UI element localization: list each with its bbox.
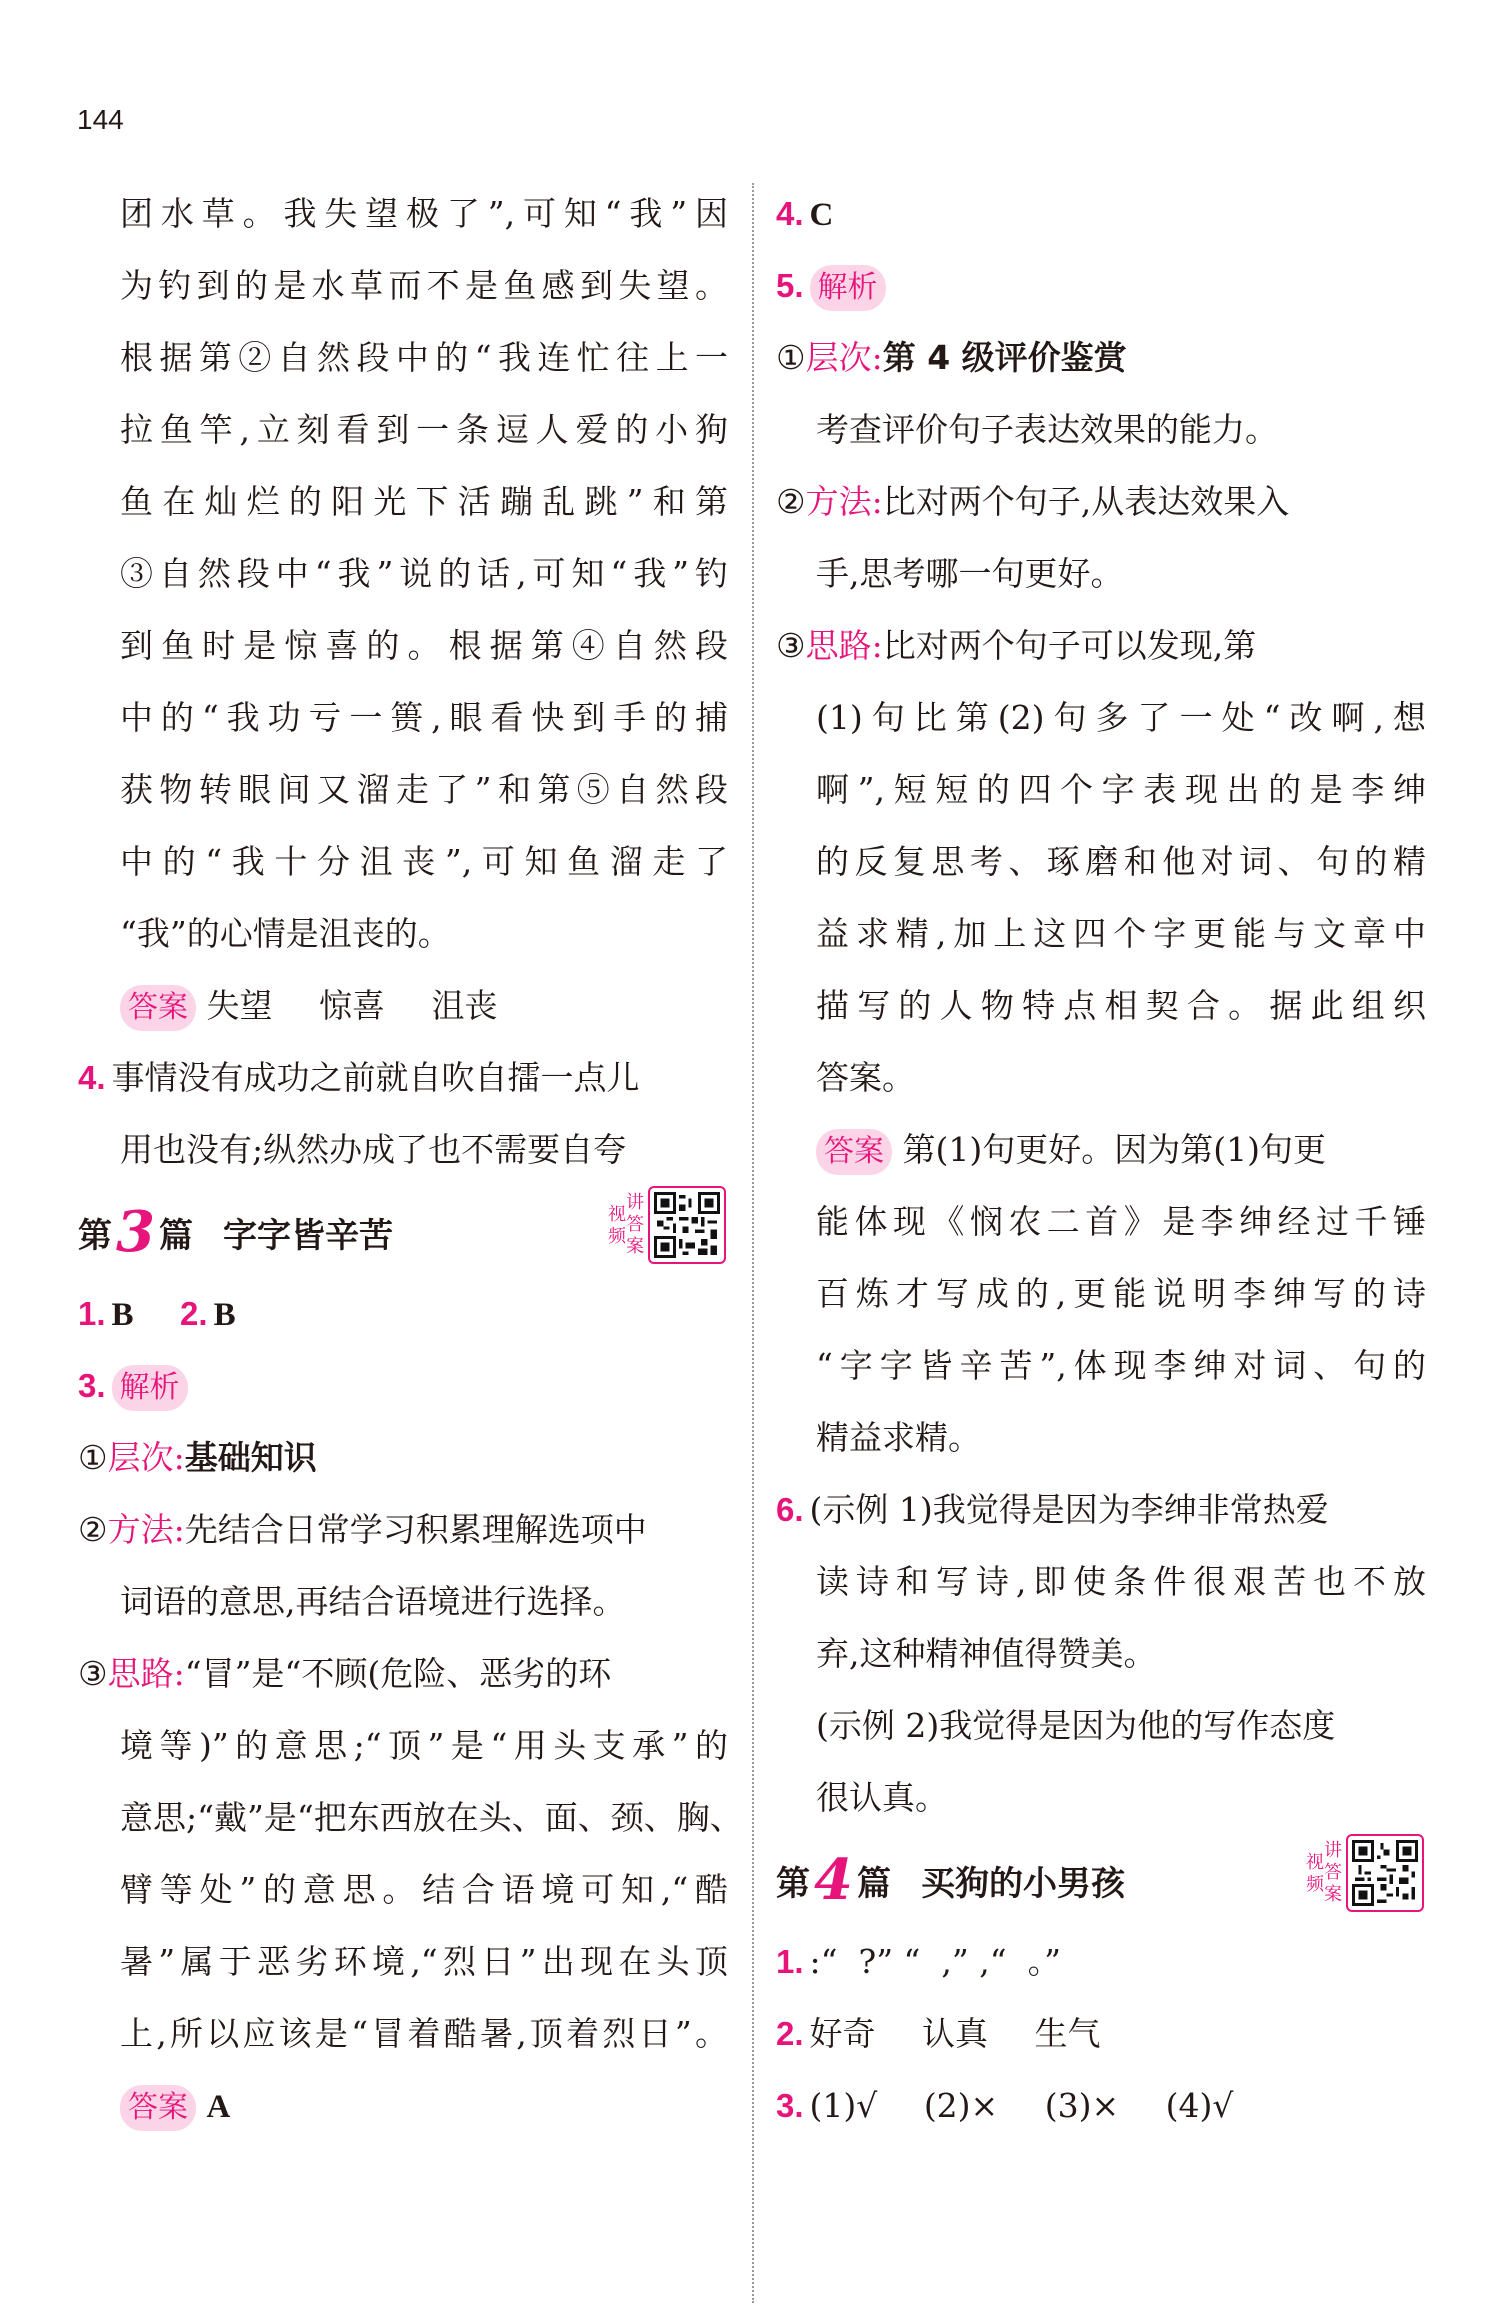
circled-number: ②	[776, 482, 806, 521]
question-number: 1.	[776, 1943, 804, 1980]
analysis-badge: 解析	[112, 1365, 188, 1411]
answer-line	[776, 1114, 1426, 1186]
section-title: 买狗的小男孩	[920, 1863, 1125, 1904]
left-column	[78, 178, 743, 2142]
level-line	[78, 1422, 728, 1494]
qr-caption	[1306, 1840, 1342, 1906]
text-line: 比对两个句子可以发现,第	[882, 626, 1257, 665]
text-line: 百炼才写成的,更能说明李绅写的诗	[816, 1274, 1426, 1313]
text-line: 获物转眼间又溜走了”和第⑤自然段	[120, 770, 728, 809]
answer-text: B	[111, 1297, 134, 1333]
qr-caption-char: 案	[1324, 1884, 1342, 1905]
question-number: 4.	[78, 1059, 106, 1096]
circled-number: ①	[776, 338, 806, 377]
answer-badge: 答案	[120, 2085, 196, 2131]
qr-caption	[608, 1192, 644, 1258]
answer-badge: 答案	[120, 985, 196, 1031]
answer-text: A	[206, 2089, 231, 2125]
text-line: 鱼在灿烂的阳光下活蹦乱跳”和第	[120, 482, 728, 521]
text-line: 弃,这种精神值得赞美。	[816, 1634, 1157, 1673]
text-line: 很认真。	[816, 1778, 948, 1817]
qr-caption-char: 讲	[1324, 1840, 1342, 1861]
text-line: “我”的心情是沮丧的。	[120, 914, 451, 953]
answer-text: B	[213, 1297, 236, 1333]
reasoning-label: 思路:	[107, 1654, 185, 1693]
question-number: 3.	[776, 2087, 804, 2124]
level-text: 基础知识	[184, 1438, 317, 1477]
text-line: 臂等处”的意思。结合语境可知,“酷	[120, 1870, 728, 1909]
page-number: 144	[77, 104, 124, 135]
qr-caption-char: 视	[608, 1204, 626, 1225]
section-label: 第	[78, 1215, 112, 1256]
video-qr-block[interactable]	[608, 1186, 726, 1264]
text-line: 的反复思考、琢磨和他对词、句的精	[816, 842, 1426, 881]
circled-number: ③	[78, 1654, 108, 1693]
text-line: 手,思考哪一句更好。	[816, 554, 1124, 593]
qr-caption-char: 频	[1306, 1874, 1324, 1895]
answer-text: :“ ?” “ ,” ,“ 。”	[809, 1942, 1061, 1981]
answer-text: (2)×	[923, 2086, 999, 2125]
answer-text: 生气	[1034, 2014, 1101, 2053]
question-number: 6.	[776, 1491, 804, 1528]
answer-text: 惊喜	[319, 986, 385, 1025]
answer-badge: 答案	[816, 1129, 892, 1175]
question-number: 2.	[776, 2015, 804, 2052]
answer-4-line	[776, 178, 1426, 250]
text-line: 答案。	[816, 1058, 915, 1097]
text-line: 根据第②自然段中的“我连忙往上一	[120, 338, 728, 377]
text-line: (示例 1)我觉得是因为李绅非常热爱	[809, 1490, 1329, 1529]
level-line	[776, 322, 1426, 394]
text-line: “字字皆辛苦”,体现李绅对词、句的	[816, 1346, 1426, 1385]
text-line: 中的“我十分沮丧”,可知鱼溜走了	[120, 842, 728, 881]
text-line: 用也没有;纵然办成了也不需要自夸	[120, 1130, 627, 1169]
level-label: 层次:	[805, 338, 883, 377]
answer-text: (4)√	[1165, 2086, 1234, 2125]
answer-text: C	[809, 197, 834, 233]
qr-caption-char: 案	[626, 1236, 644, 1257]
column-divider	[752, 183, 754, 2303]
answer-line	[78, 970, 728, 1042]
text-line: 能体现《悯农二首》是李绅经过千锤	[816, 1202, 1426, 1241]
qr-caption-char: 答	[1324, 1862, 1342, 1883]
section-label: 篇	[856, 1863, 891, 1904]
text-line: 第(1)句更好。因为第(1)句更	[902, 1130, 1326, 1169]
circled-number: ②	[78, 1510, 108, 1549]
text-line: 境等)”的意思;“顶”是“用头支承”的	[120, 1726, 728, 1765]
text-line: 描写的人物特点相契合。据此组织	[816, 986, 1426, 1025]
answer-text: 沮丧	[431, 986, 498, 1025]
qr-caption-char: 视	[1306, 1852, 1324, 1873]
text-line: 啊”,短短的四个字表现出的是李绅	[816, 770, 1426, 809]
text-line: 先结合日常学习积累理解选项中	[184, 1510, 647, 1549]
level-text: 第 4 级评价鉴赏	[882, 338, 1127, 377]
analysis-badge: 解析	[810, 265, 886, 311]
text-line: 暑”属于恶劣环境,“烈日”出现在头顶	[120, 1942, 728, 1981]
section-number: 4	[814, 1847, 853, 1913]
answer-text: 认真	[922, 2014, 989, 2053]
circled-number: ③	[776, 626, 806, 665]
text-line: 比对两个句子,从表达效果入	[882, 482, 1290, 521]
level-label: 层次:	[107, 1438, 185, 1477]
s4-answer-3	[776, 2070, 1426, 2142]
qr-caption-char: 频	[608, 1226, 626, 1247]
answers-1-2	[78, 1278, 728, 1350]
reasoning-label: 思路:	[805, 626, 883, 665]
question-number: 1.	[78, 1295, 106, 1332]
answer-text: (1)√	[809, 2086, 878, 2125]
text-line: ③自然段中“我”说的话,可知“我”钓	[120, 554, 728, 593]
answer-text: (3)×	[1044, 2086, 1120, 2125]
text-line: 考查评价句子表达效果的能力。	[816, 410, 1278, 449]
method-label: 方法:	[805, 482, 883, 521]
text-line: 到鱼时是惊喜的。根据第④自然段	[120, 626, 728, 665]
text-line: (1)句比第(2)句多了一处“改啊,想	[816, 698, 1426, 737]
s4-answer-1	[776, 1926, 1426, 1998]
question-4-line	[78, 1042, 728, 1114]
section-heading-3	[78, 1186, 728, 1278]
s4-answer-2	[776, 1998, 1426, 2070]
text-line: 益求精,加上这四个字更能与文章中	[816, 914, 1426, 953]
qr-code-icon[interactable]	[1346, 1834, 1424, 1912]
circled-number: ①	[78, 1438, 108, 1477]
qr-caption-char: 答	[626, 1214, 644, 1235]
section-number: 3	[116, 1199, 155, 1265]
qr-caption-char: 讲	[626, 1192, 644, 1213]
answer-text: 好奇	[809, 2014, 876, 2053]
question-3-line	[78, 1350, 728, 1422]
question-6-line	[776, 1474, 1426, 1546]
section-label: 篇	[158, 1215, 193, 1256]
question-number: 4.	[776, 195, 804, 232]
text-line: 精益求精。	[816, 1418, 981, 1457]
text-line: 上,所以应该是“冒着酷暑,顶着烈日”。	[120, 2014, 728, 2053]
question-number: 5.	[776, 267, 804, 304]
reasoning-line	[776, 610, 1426, 682]
section-heading-4	[776, 1834, 1426, 1926]
method-line	[78, 1494, 728, 1566]
question-number: 3.	[78, 1367, 106, 1404]
text-line: 团水草。我失望极了”,可知“我”因	[120, 194, 728, 233]
right-column	[776, 178, 1426, 2142]
text-line: “冒”是“不顾(危险、恶劣的环	[184, 1654, 612, 1693]
answer-text: 失望	[206, 986, 273, 1025]
text-line: 词语的意思,再结合语境进行选择。	[120, 1582, 626, 1621]
method-line	[776, 466, 1426, 538]
question-number: 2.	[180, 1295, 208, 1332]
question-5-line	[776, 250, 1426, 322]
text-line: 为钓到的是水草而不是鱼感到失望。	[120, 266, 728, 305]
text-line: 中的“我功亏一篑,眼看快到手的捕	[120, 698, 728, 737]
video-qr-block[interactable]	[1306, 1834, 1424, 1912]
text-line: 事情没有成功之前就自吹自擂一点儿	[111, 1058, 640, 1097]
text-line: 意思;“戴”是“把东西放在头、面、颈、胸、	[120, 1798, 743, 1837]
section-title: 字字皆辛苦	[222, 1215, 393, 1256]
text-line: (示例 2)我觉得是因为他的写作态度	[816, 1706, 1336, 1745]
reasoning-line	[78, 1638, 728, 1710]
method-label: 方法:	[107, 1510, 185, 1549]
answer-line	[78, 2070, 728, 2142]
section-label: 第	[776, 1863, 810, 1904]
text-line: 读诗和写诗,即使条件很艰苦也不放	[816, 1562, 1426, 1601]
text-line: 拉鱼竿,立刻看到一条逗人爱的小狗	[120, 410, 728, 449]
qr-code-icon[interactable]	[648, 1186, 726, 1264]
